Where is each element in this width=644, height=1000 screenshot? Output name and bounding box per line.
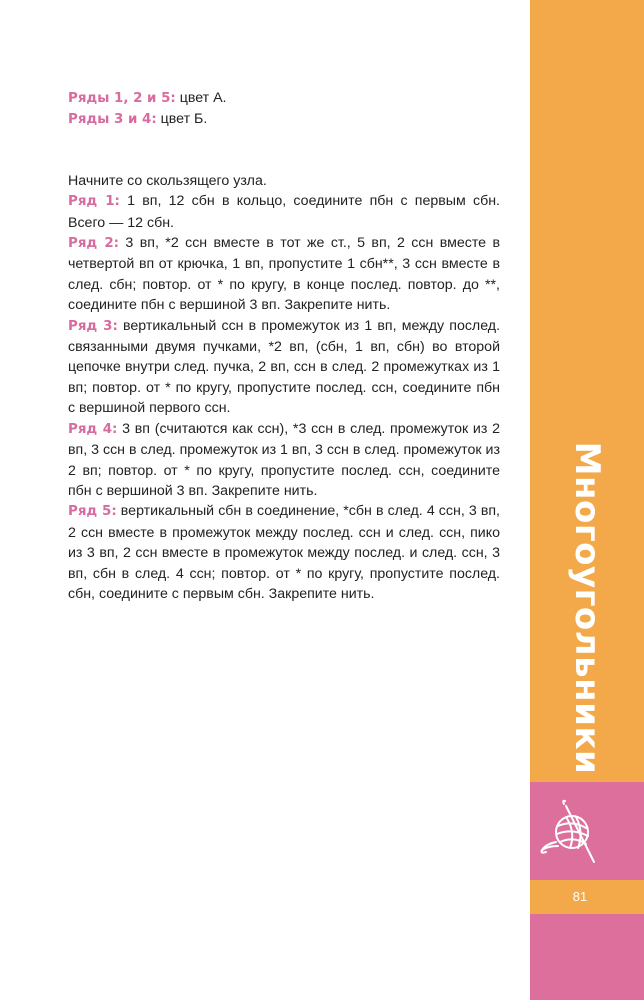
row-label: Ряды 3 и 4: [68, 112, 157, 128]
row-text: цвет Б. [156, 111, 208, 128]
row-label: Ряд 4: [68, 421, 118, 437]
row-label: Ряд 3: [68, 318, 118, 334]
page-number: 81 [572, 889, 588, 904]
row-text: 3 вп (считаются как ссн), *3 ссн в след. промежуток из 2 вп, 3 ссн в след. промежуток из 1 вп, 3 ссн в след. промежуток из 2 вп; повтор. от * по кругу, пропустите послед. ссн, соедините пбн с вершиной 3 вп. Закрепите нить. [68, 420, 500, 499]
instruction-row [68, 316, 500, 419]
instruction-row [68, 191, 500, 233]
row-label: Ряд 2: [68, 236, 120, 252]
instruction-row [68, 419, 500, 502]
intro-text: Начните со скользящего узла. [68, 172, 267, 189]
row-text: 1 вп, 12 сбн в кольцо, соедините пбн с первым сбн. Всего — 12 сбн. [68, 193, 500, 231]
pattern-text [68, 88, 500, 604]
sidebar-bottom-band [530, 914, 644, 1000]
row-label: Ряд 5: [68, 504, 117, 520]
color-key-row [68, 88, 500, 109]
instruction-row [68, 501, 500, 604]
row-text: вертикальный ссн в промежуток из 1 вп, между послед. связанными двумя пучками, *2 вп, (сбн, 1 вп, сбн) во второй цепочке внутри след. пучка, 2 вп, ссн в след. 2 промежутках из 1 вп; повтор. от * по кругу, пропустите послед. ссн, соедините пбн с вершиной первого ссн. [68, 317, 501, 417]
row-text: 3 вп, *2 ссн вместе в тот же ст., 5 вп, 2 ссн вместе в четвертой вп от крючка, 1 вп, пропустите 1 сбн**, 3 ссн вместе в след. сбн; повтор. от * по кругу, в конце послед. повтор. до **, соедините пбн с вершиной 3 вп. Закрепите нить. [68, 235, 500, 314]
instruction-row [68, 233, 500, 316]
row-label: Ряд 1: [68, 194, 120, 210]
row-text: вертикальный сбн в соединение, *сбн в след. 4 ссн, 3 вп, 2 ссн вместе в промежуток между послед. ссн и след. ссн, пико из 3 вп, 2 ссн вместе в промежуток между послед. и след. ссн, 3 вп, сбн в след. 4 ссн; повтор. от * по кругу, пропустите послед. сбн, соедините с первым сбн. Закрепите нить. [68, 503, 500, 602]
color-key-row [68, 109, 500, 130]
row-text: цвет А. [175, 90, 227, 106]
spacer [68, 131, 500, 171]
row-label: Ряды 1, 2 и 5: [68, 91, 176, 106]
section-title: Многоугольники [567, 441, 607, 775]
yarn-ball-hook-icon [536, 792, 610, 872]
